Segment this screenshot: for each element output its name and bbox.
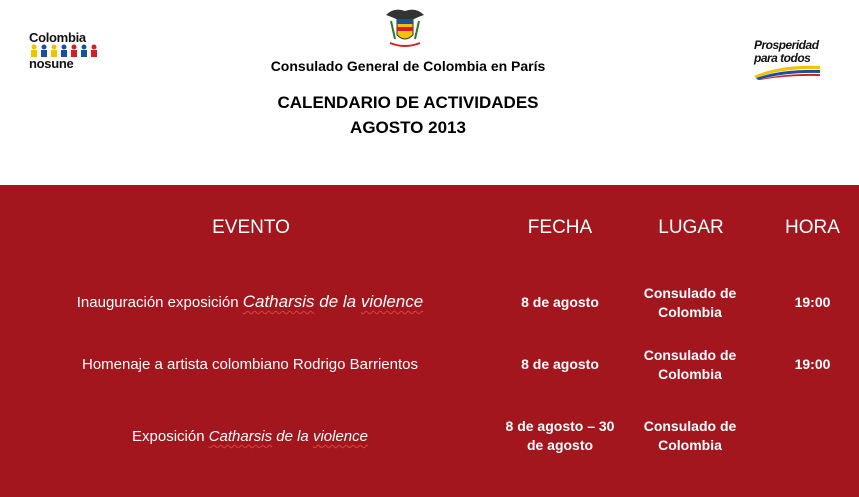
coat-of-arms-icon	[382, 5, 428, 55]
table-row-event: Homenaje a artista colombiano Rodrigo Barrientos	[81, 356, 418, 373]
event-italic-word: violence	[312, 428, 368, 445]
page-title: CALENDARIO DE ACTIVIDADES	[277, 93, 539, 112]
table-row-event	[20, 292, 480, 312]
table-cell-hora: 19:00	[794, 294, 831, 310]
lugar-line2: Colombia	[658, 304, 722, 320]
event-italic-middle: de la	[314, 292, 361, 311]
table-cell-fecha: 8 de agosto	[521, 356, 599, 372]
event-italic-title: Catharsis	[208, 428, 273, 445]
column-header-evento: EVENTO	[212, 217, 290, 238]
table-cell-fecha: 8 de agosto	[521, 294, 599, 310]
column-header-hora: HORA	[785, 217, 840, 238]
table-cell-lugar	[630, 418, 750, 453]
logo-right-line2: para todos	[754, 51, 811, 65]
page-subtitle: AGOSTO 2013	[350, 118, 466, 137]
fecha-line1: 8 de agosto – 30	[505, 418, 615, 434]
logo-right-line1: Prosperidad	[754, 38, 819, 52]
table-cell-hora: 19:00	[794, 356, 831, 372]
lugar-line2: Colombia	[658, 366, 722, 382]
consulate-name: Consulado General de Colombia en París	[270, 58, 546, 74]
event-italic-title: Catharsis	[242, 292, 315, 311]
column-header-lugar: LUGAR	[658, 217, 724, 238]
lugar-line2: Colombia	[658, 437, 722, 453]
lugar-line1: Consulado de	[643, 347, 737, 363]
column-header-fecha: FECHA	[527, 217, 593, 238]
event-text: Exposición	[132, 428, 209, 445]
table-cell-fecha	[495, 418, 625, 453]
logo-left-line2: nosune	[29, 56, 74, 71]
event-italic-middle: de la	[272, 428, 313, 445]
logo-left-line1: Colombia	[29, 30, 86, 45]
fecha-line2: de agosto	[526, 437, 594, 453]
table-row-event	[20, 428, 480, 445]
lugar-line1: Consulado de	[643, 285, 737, 301]
lugar-line1: Consulado de	[643, 418, 737, 434]
table-cell-lugar	[630, 285, 750, 320]
document-header	[0, 0, 859, 185]
event-italic-word: violence	[360, 292, 424, 311]
event-text: Inauguración exposición	[76, 294, 243, 311]
table-cell-lugar	[630, 347, 750, 382]
